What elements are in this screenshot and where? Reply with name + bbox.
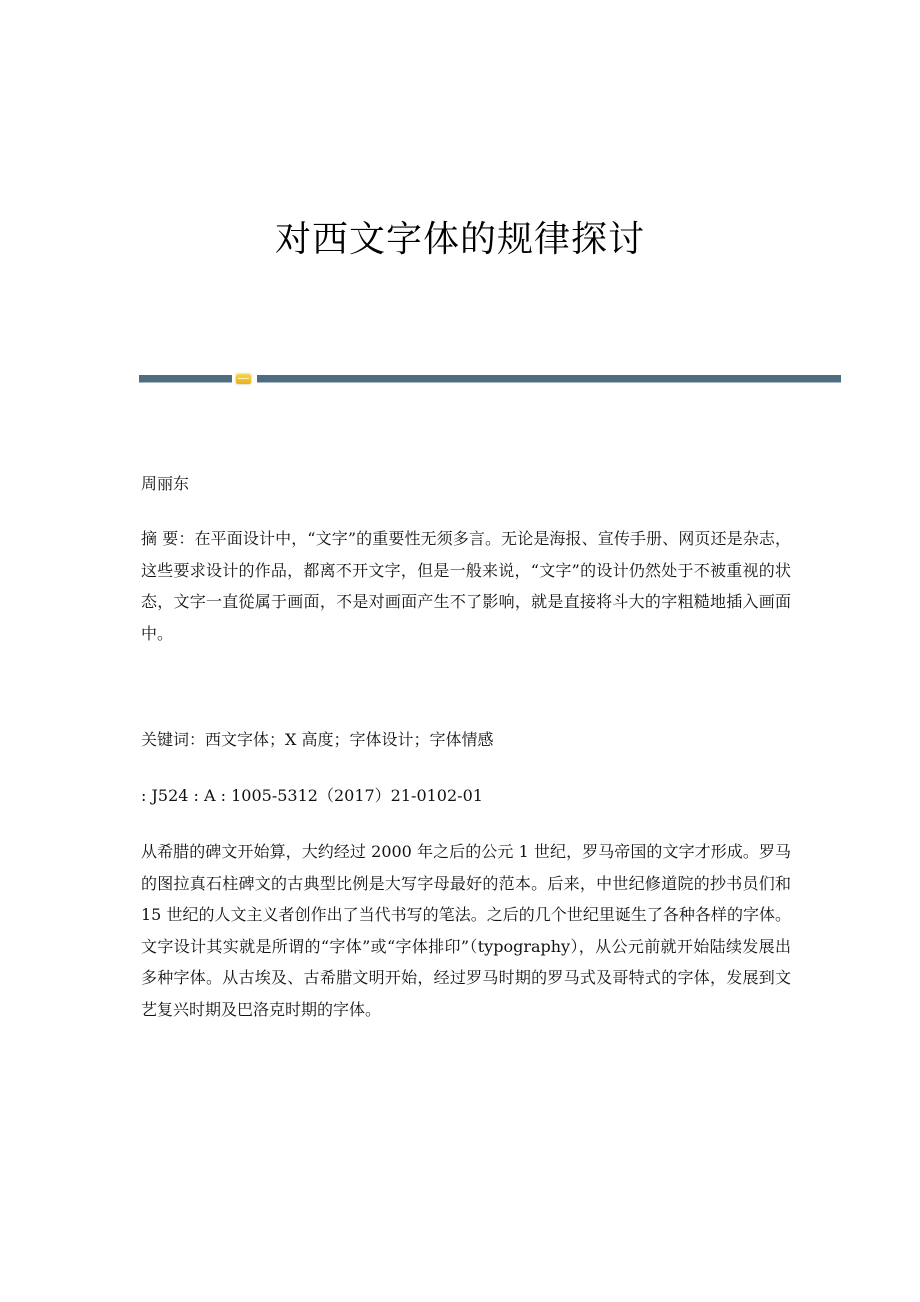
document-title: 对西文字体的规律探讨 — [274, 219, 645, 260]
divider-bar-left — [139, 375, 232, 383]
author-name: 周丽东 — [141, 474, 190, 493]
keywords-label: 关键词： — [141, 730, 206, 749]
keywords-text: 西文字体；X 高度；字体设计；字体情感 — [205, 730, 494, 749]
abstract — [141, 523, 791, 649]
keywords — [141, 725, 494, 755]
classification-code: : J524 : A : 1005-5312（2017）21-0102-01 — [141, 786, 483, 805]
body-paragraph: 从希腊的碑文开始算，大约经过 2000 年之后的公元 1 世纪，罗马帝国的文字才形成。罗马的图拉真石柱碑文的古典型比例是大写字母最好的范本。后来，中世纪修道院的抄书员们和 15 世纪的人文主义者创作出了当代书写的笔法。之后的几个世纪里诞生了各种各样的字体。文字设计其实就是所谓的“字体”或“字体排印”（typography），从公元前就开始陆续发展出多种字体。从古埃及、古希腊文明开始，经过罗马时期的罗马式及哥特式的字体，发展到文艺复兴时期及巴洛克时期的字体。 — [141, 842, 791, 1019]
abstract-text: 在平面设计中，“文字”的重要性无须多言。无论是海报、宣传手册、网页还是杂志，这些要求设计的作品，都离不开文字，但是一般来说，“文字”的设计仍然处于不被重视的状态，文字一直從属于画面，不是对画面产生不了影响，就是直接将斗大的字粗糙地插入画面中。 — [141, 529, 791, 643]
abstract-label: 摘 要： — [141, 529, 195, 548]
divider-bar-right — [257, 375, 841, 383]
title-divider — [139, 375, 841, 383]
divider-badge-icon — [236, 374, 251, 384]
